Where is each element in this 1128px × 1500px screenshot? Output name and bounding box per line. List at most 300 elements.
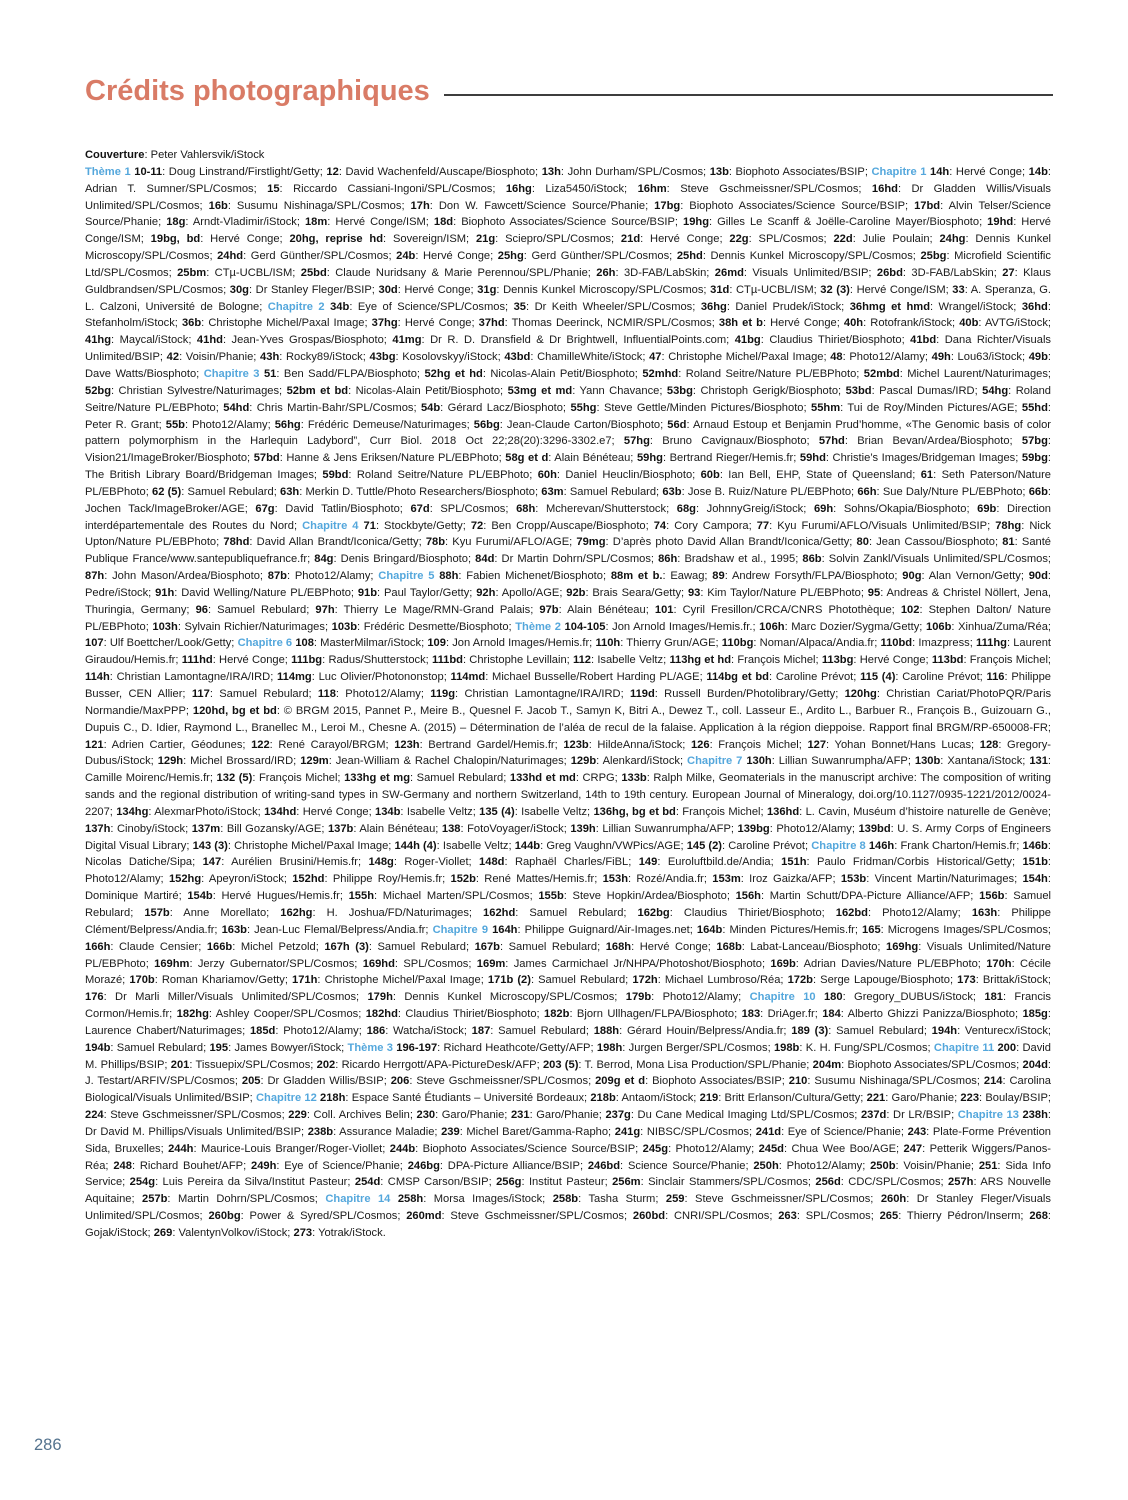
credit-ref: 25hg: [497, 250, 524, 263]
credit-ref: 16b: [208, 199, 228, 212]
credit-ref: 248: [113, 1159, 132, 1172]
credit-ref: 90g: [902, 570, 922, 583]
credit-ref: 246bd: [587, 1159, 621, 1172]
credit-ref: 25bg: [920, 250, 947, 263]
credit-ref: 273: [293, 1227, 313, 1239]
credit-ref: 115 (4): [860, 671, 896, 684]
credit-ref: 78b: [425, 536, 446, 549]
credit-ref: 18m: [304, 216, 328, 229]
credit-ref: 169hg: [886, 940, 919, 953]
credit-ref: 43h: [260, 351, 280, 364]
credit-ref: 35: [513, 300, 527, 313]
credit-ref: 129b: [570, 755, 597, 768]
credit-ref: 101: [654, 603, 674, 616]
credit-ref: 59hd: [799, 452, 826, 465]
credit-ref: 120hg: [844, 688, 877, 700]
credit-ref: 114h: [85, 671, 110, 684]
credit-ref: 182hg: [176, 1008, 209, 1021]
credit-ref: 17bd: [914, 199, 941, 212]
credit-ref: 198h: [596, 1041, 623, 1054]
section-label: Chapitre 11: [933, 1041, 995, 1054]
credit-ref: 200: [997, 1041, 1017, 1054]
credit-ref: 52mbd: [863, 367, 900, 380]
credit-ref: 120hd, bg et bd: [192, 704, 277, 717]
credit-ref: 88h: [439, 570, 459, 583]
credit-ref: 111bg: [291, 654, 323, 667]
credit-ref: 52bm et bd: [286, 384, 349, 397]
credit-ref: 131: [1029, 755, 1048, 768]
credit-ref: 92b: [566, 586, 586, 599]
credit-ref: 169hm: [154, 957, 190, 970]
credit-ref: 196-197: [396, 1041, 438, 1054]
credit-ref: 41hd: [196, 334, 223, 347]
credit-ref: 135 (4): [479, 805, 515, 818]
credit-ref: 79mg: [576, 536, 606, 549]
credit-ref: 251: [978, 1159, 998, 1172]
credit-ref: 254d: [354, 1176, 381, 1189]
section-label: Chapitre 1: [871, 165, 927, 178]
credit-ref: 153b: [840, 873, 867, 886]
credit-ref: 203 (5): [542, 1058, 579, 1071]
credit-ref: 114md: [450, 671, 486, 684]
section-label: Chapitre 10: [749, 991, 816, 1004]
credit-ref: 84d: [475, 553, 495, 566]
credit-ref: 58g et d: [505, 452, 549, 465]
credit-ref: 238h: [1022, 1109, 1048, 1122]
credit-ref: 134hd: [264, 805, 297, 818]
credit-ref: 112: [573, 654, 591, 667]
credit-ref: 24hg: [939, 233, 966, 246]
credit-ref: 155h: [348, 890, 375, 903]
credit-ref: 97h: [315, 603, 335, 616]
credit-ref: 168b: [716, 940, 742, 953]
credit-ref: 21d: [620, 233, 641, 246]
credit-ref: 169hd: [362, 957, 395, 970]
credit-ref: 171b (2): [487, 974, 531, 987]
credit-ref: 96: [195, 603, 209, 616]
credit-ref: 12: [326, 165, 339, 178]
credit-ref: 49b: [1028, 351, 1048, 364]
credit-ref: 106h: [759, 620, 785, 633]
credit-ref: 17bg: [654, 199, 681, 212]
credit-ref: 86b: [802, 553, 822, 566]
credit-ref: 202: [316, 1058, 336, 1071]
section-label: Chapitre 3: [203, 367, 260, 380]
credit-ref: 244b: [389, 1142, 416, 1155]
credit-ref: 162bd: [835, 906, 868, 919]
credit-ref: 16hg: [505, 182, 532, 195]
credit-ref: 137m: [191, 822, 221, 835]
credit-ref: 30d: [378, 283, 398, 296]
credit-ref: 133hg et mg: [344, 772, 411, 785]
credit-ref: 36b: [181, 317, 202, 330]
cover-label: Couverture: [85, 149, 145, 161]
credit-ref: 95: [867, 586, 881, 599]
credit-ref: 156h: [735, 890, 761, 903]
page-number: 286: [34, 1436, 62, 1454]
credit-ref: 162bg: [637, 906, 670, 919]
credit-ref: 42: [166, 351, 180, 364]
credit-ref: 209g et d: [595, 1075, 646, 1088]
section-label: Chapitre 12: [255, 1092, 317, 1105]
credit-ref: 185g: [1022, 1008, 1048, 1021]
credit-ref: 103b: [331, 620, 358, 633]
credit-ref: 256d: [815, 1176, 841, 1189]
credit-ref: 182b: [544, 1008, 570, 1021]
credit-ref: 139bg: [737, 822, 770, 835]
credit-ref: 260h: [880, 1193, 907, 1206]
credit-ref: 179b: [625, 991, 652, 1004]
credit-ref: 149: [638, 856, 658, 869]
section-label: Thème 1: [85, 165, 131, 178]
credit-ref: 77: [756, 519, 770, 532]
credit-ref: 97b: [539, 603, 559, 616]
credit-ref: 246bg: [407, 1159, 440, 1172]
credit-ref: 53bd: [845, 384, 872, 397]
credit-ref: 249h: [251, 1159, 277, 1172]
cover-separator: :: [144, 149, 151, 161]
credit-ref: 187: [471, 1024, 491, 1037]
credit-ref: 168h: [605, 940, 632, 953]
section-label: Thème 3: [347, 1041, 393, 1054]
credit-ref: 245g: [642, 1142, 669, 1155]
credit-ref: 164b: [696, 923, 723, 936]
credit-ref: 214: [983, 1075, 1003, 1088]
credit-ref: 163b: [221, 923, 247, 936]
credit-ref: 55hd: [1021, 401, 1048, 414]
credit-ref: 170h: [986, 957, 1012, 970]
credit-ref: 138: [441, 822, 461, 835]
credit-ref: 237g: [605, 1109, 631, 1122]
credit-ref: 88m et b.: [610, 570, 663, 583]
credit-ref: 10-11: [134, 165, 163, 178]
credit-ref: 67g: [255, 502, 275, 515]
credit-ref: 146h: [868, 839, 895, 852]
credit-ref: 53bg: [666, 384, 693, 397]
credit-ref: 78hg: [995, 519, 1022, 532]
credit-ref: 18d: [433, 216, 454, 229]
credit-ref: 170b: [129, 974, 155, 987]
credit-ref: 91b: [357, 586, 378, 599]
credit-ref: 260md: [406, 1210, 442, 1223]
credit-ref: 87h: [85, 570, 105, 583]
credit-ref: 62 (5): [152, 485, 182, 498]
credit-ref: 47: [649, 351, 662, 364]
credit-ref: 71: [363, 519, 376, 532]
credit-ref: 43bg: [369, 351, 396, 364]
credit-ref: 260bg: [208, 1210, 241, 1223]
credit-ref: 111hd: [181, 654, 213, 667]
credit-ref: 26bd: [876, 266, 903, 279]
credit-ref: 169m: [476, 957, 506, 970]
credit-ref: 194b: [85, 1041, 111, 1054]
credit-ref: 67d: [410, 502, 430, 515]
section-label: Thème 2: [515, 620, 561, 633]
credit-ref: 110bd: [880, 637, 913, 650]
credit-ref: 198b: [773, 1041, 800, 1054]
section-label: Chapitre 8: [811, 839, 866, 852]
credit-ref: 176: [85, 991, 104, 1004]
credit-ref: 54b: [420, 401, 441, 414]
credit-ref: 36hd: [1021, 300, 1048, 313]
credit-ref: 89: [712, 570, 725, 583]
credit-ref: 34b: [330, 300, 350, 313]
credit-ref: 134hg: [116, 805, 149, 818]
credit-ref: 22d: [833, 233, 853, 246]
credit-ref: 54hg: [982, 384, 1009, 397]
credit-ref: 119g: [430, 688, 456, 700]
credit-ref: 172h: [632, 974, 658, 987]
credit-ref: 129h: [157, 755, 184, 768]
credit-ref: 145 (2): [686, 839, 723, 852]
credit-ref: 130b: [914, 755, 941, 768]
credit-ref: 18g: [166, 216, 186, 229]
credit-ref: 147: [202, 856, 222, 869]
credit-ref: 148d: [479, 856, 505, 869]
credit-ref: 111bd: [432, 654, 463, 667]
credit-ref: 72: [470, 519, 484, 532]
credit-ref: 31d: [710, 283, 730, 296]
credit-ref: 90d: [1028, 570, 1048, 583]
credit-ref: 162hg: [280, 906, 313, 919]
page-header: [85, 76, 1053, 108]
credit-ref: 63h: [280, 485, 300, 498]
section-label: Chapitre 13: [957, 1109, 1019, 1122]
credit-ref: 206: [390, 1075, 410, 1088]
credit-ref: 59bd: [322, 469, 349, 482]
credit-ref: 189 (3): [791, 1024, 829, 1037]
credit-ref: 265: [879, 1210, 899, 1223]
credit-ref: 66h: [857, 485, 877, 498]
credit-ref: 166h: [85, 940, 111, 953]
credit-ref: 25hd: [676, 250, 703, 263]
credit-ref: 52bg: [85, 384, 112, 397]
credit-ref: 134b: [375, 805, 401, 818]
credit-ref: 258h: [397, 1193, 424, 1206]
credit-ref: 139h: [570, 822, 596, 835]
credit-ref: 269: [153, 1227, 173, 1239]
credit-ref: 16hm: [637, 182, 667, 195]
credit-ref: 153h: [602, 873, 629, 886]
credit-ref: 60h: [537, 469, 557, 482]
credits-paragraph: Thème 1 10-11: Doug Linstrand/Firstlight/Getty; 12: David Wachenfeld/Auscape/Biosphoto; 13h: John Durham/SPL/Cosmos; 13b: Biophoto Associates/BSIP; Chapitre 1 14h: Hervé Conge; 14b: Adrian T. Sumner/SPL/Cosmos; 15: Riccardo Cassiani-Ingoni/SPL/Cosmos; 16hg: Liza5450/iStock; 16hm: Steve Gschmeissner/SPL/Cosmos; 16hd: Dr Gladden Willis/Visuals Unlimited/SPL/Cosmos; 16b: Susumu Nishinaga/SPL/Cosmos; 17h: Don W. Fawcett/Science Source/Phanie; 17bg: Biophoto Associates/Science Source/BSIP; 17bd: Alvin Telser/Science Source/Phanie; 18g: Arndt-Vladimir/iStock; 18m: Hervé Conge/ISM; 18d: Biophoto Associates/Science Source/BSIP; 19hg: Gilles Le Scanff & Joëlle-Caroline Mayer/Biosphoto; 19hd: Hervé Conge/ISM; 19bg, bd: Hervé Conge; 20hg, reprise hd: Sovereign/ISM; 21g: Sciepro/SPL/Cosmos; 21d: Hervé Conge; 22g: SPL/Cosmos; 22d: Julie Poulain; 24hg: Dennis Kunkel Microscopy/SPL/Cosmos; 24hd: Gerd Günther/SPL/Cosmos; 24b: Hervé Conge; 25hg: Gerd Günther/SPL/Cosmos; 25hd: Dennis Kunkel Microscopy/SPL/Cosmos; 25bg: Microfield Scientific Ltd/SPL/Cosmos; 25bm: CTµ-UCBL/ISM; 25bd: Claude Nuridsany & Marie Perennou/SPL/Phanie; 26h: 3D-FAB/LabSkin; 26md: Visuals Unlimited/BSIP; 26bd: 3D-FAB/LabSkin; 27: Klaus Guldbrandsen/SPL/Cosmos; 30g: Dr Stanley Fleger/BSIP; 30d: Hervé Conge; 31g: Dennis Kunkel Microscopy/SPL/Cosmos; 31d: CTµ-UCBL/ISM; 32 (3): Hervé Conge/ISM; 33: A. Speranza, G. L. Calzoni, Université de Bologne; Chapitre 2 34b: Eye of Science/SPL/Cosmos; 35: Dr Keith Wheeler/SPL/Cosmos; 36hg: Daniel Prudek/iStock; 36hmg et hmd: Wrangel/iStock; 36hd: Stefanholm/iStock; 36b: Christophe Michel/Paxal Image; 37hg: Hervé Conge; 37hd: Thomas Deerinck, NCMIR/SPL/Cosmos; 38h et b: Hervé Conge; 40h: Rotofrank/iStock; 40b: AVTG/iStock; 41hg: Maycal/iStock; 41hd: Jean-Yves Grospas/Biosphoto; 41mg: Dr R. D. Dransfield & Dr Brightwell, InfluentialPoints.com; 41bg: Claudius Thiriet/Biosphoto; 41bd: Dana Richter/Visuals Unlimited/BSIP; 42: Voisin/Phanie; 43h: Rocky89/iStock; 43bg: Kosolovskyy/iStock; 43bd: ChamilleWhite/iStock; 47: Christophe Michel/Paxal Image; 48: Photo12/Alamy; 49h: Lou63/iStock; 49b: Dave Watts/Biosphoto; Chapitre 3 51: Ben Sadd/FLPA/Biosphoto; 52hg et hd: Nicolas-Alain Petit/Biosphoto; 52mhd: Roland Seitre/Nature PL/EBPhoto; 52mbd: Michel Laurent/Naturimages; 52bg: Christian Sylvestre/Naturimages; 52bm et bd: Nicolas-Alain Petit/Biosphoto; 53mg et md: Yann Chavance; 53bg: Christoph Gerigk/Biosphoto; 53bd: Pascal Dumas/IRD; 54hg: Roland Seitre/Nature PL/EBPhoto; 54hd: Chris Martin-Bahr/SPL/Cosmos; 54b: Gérard Lacz/Biosphoto; 55hg: Steve Gettle/Minden Pictures/Biosphoto; 55hm: Tui de Roy/Minden Pictures/AGE; 55hd: Peter R. Grant; 55b: Photo12/Alamy; 56hg: Frédéric Demeuse/Naturimages; 56bg: Jean-Claude Carton/Biosphoto; 56d: Arnaud Estoup et Benjamin Prud’homme, «The Genomic basis of color pattern polymorphism in the Harlequin Ladybord”, Curr Biol. 2018 Oct 22;28(20):3296-3302.e7; 57hg: Bruno Cavignaux/Biosphoto; 57hd: Brian Bevan/Ardea/Biosphoto; 57bg: Vision21/ImageBroker/Biosphoto; 57bd: Hanne & Jens Eriksen/Nature PL/EBPhoto; 58g et d: Alain Bénéteau; 59hg: Bertrand Rieger/Hemis.fr; 59hd: Christie’s Images/Bridgeman Images; 59bg: The British Library Board/Bridgeman Images; 59bd: Roland Seitre/Nature PL/EBPhoto; 60h: Daniel Heuclin/Biosphoto; 60b: Ian Bell, EHP, State of Queensland; 61: Seth Paterson/Nature PL/EBPhoto; 62 (5): Samuel Rebulard; 63h: Merkin D. Tuttle/Photo Researchers/Biosphoto; 63m: Samuel Rebulard; 63b: Jose B. Ruiz/Nature PL/EBPhoto; 66h: Sue Daly/Nture PL/EBPhoto; 66b: Jochen Tack/ImageBroker/AGE; 67g: David Tatlin/Biosphoto; 67d: SPL/Cosmos; 68h: Mcherevan/Shutterstock; 68g: JohnnyGreig/iStock; 69h: Sohns/Okapia/Biosphoto; 69b: Direction interdépartementale des Routes du Nord; Chapitre 4 71: Stockbyte/Getty; 72: Ben Cropp/Auscape/Biosphoto; 74: Cory Campora; 77: Kyu Furumi/AFLO/Visuals Unlimited/BSIP; 78hg: Nick Upton/Nature PL/EBPhoto; 78hd: David Allan Brandt/Iconica/Getty; 78b: Kyu Furumi/AFLO/AGE; 79mg: D’après photo David Allan Brandt/Iconica/Getty; 80: Jean Cassou/Biosphoto; 81: Santé Publique France/www.santepubliquefrance.fr; 84g: Denis Bringard/Biosphoto; 84d: Dr Martin Dohrn/SPL/Cosmos; 86h: Bradshaw et al., 1995; 86b: Solvin Zankl/Visuals Unlimited/SPL/Cosmos; 87h: John Mason/Ardea/Biosphoto; 87b: Photo12/Alamy; Chapitre 5 88h: Fabien Michenet/Biosphoto; 88m et b.: Eawag; 89: Andrew Forsyth/FLPA/Biosphoto; 90g: Alan Vernon/Getty; 90d: Pedre/iStock; 91h: David Welling/Nature PL/EBPhoto; 91b: Paul Taylor/Getty; 92h: Apollo/AGE; 92b: Brais Seara/Getty; 93: Kim Taylor/Nature PL/EBPhoto; 95: Andreas & Christel Nöllert, Jena, Thuringia, Germany; 96: Samuel Rebulard; 97h: Thierry Le Mage/RMN-Grand Palais; 97b: Alain Bénéteau; 101: Cyril Fresillon/CRCA/CNRS Photothèque; 102: Stephen Dalton/ Nature PL/EBPhoto; 103h: Sylvain Richier/Naturimages; 103b: Frédéric Desmette/Biosphoto; Thème 2 104-105: Jon Arnold Images/Hemis.fr.; 106h: Marc Dozier/Sygma/Getty; 106b: Xinhua/Zuma/Réa; 107: Ulf Boettcher/Look/Getty; Chapitre 6 108: MasterMilmar/iStock; 109: Jon Arnold Images/Hemis.fr; 110h: Thierry Grun/AGE; 110bg: Noman/Alpaca/Andia.fr; 110bd: Imazpress; 111hg: Laurent Giraudou/Hemis.fr; 111hd: Hervé Conge; 111bg: Radus/Shutterstock; 111bd: Christophe Levillain; 112: Isabelle Veltz; 113hg et hd: François Michel; 113bg: Hervé Conge; 113bd: François Michel; 114h: Christian Lamontagne/IRA/IRD; 114mg: Luc Olivier/Photononstop; 114md: Michael Busselle/Robert Harding PL/AGE; 114bg et bd: Caroline Prévot; 115 (4): Caroline Prévot; 116: Philippe Busser, CEN Allier; 117: Samuel Rebulard; 118: Photo12/Alamy; 119g: Christian Lamontagne/IRA/IRD; 119d: Russell Burden/Photolibrary/Getty; 120hg: Christian Cariat/PhotoPQR/Paris Normandie/MaxPPP; 120hd, bg et bd: © BRGM 2015, Pannet P., Meire B., Quesnel F. Jacob T., Samyn K, Bitri A., Dewez T., coll. Lasseur E., Ardito L., Barbuer R., François B., Guizouarn G., Dupuis C., D. Idier, Raymond L., Branellec M., Leroi M., Chesne A. (2015) – Détermination de l’aléa de recul de la falaise. Application à la région dieppoise. Rapport final BRGM/RP-650008-FR; 121: Adrien Cartier, Géodunes; 122: René Carayol/BRGM; 123h: Bertrand Gardel/Hemis.fr; 123b: HildeAnna/iStock; 126: François Michel; 127: Yohan Bonnet/Hans Lucas; 128: Gregory-Dubus/iStock; 129h: Michel Brossard/IRD; 129m: Jean-William & Rachel Chalopin/Naturimages; 129b: Alenkard/iStock; Chapitre 7 130h: Lillian Suwanrumpha/AFP; 130b: Xantana/iStock; 131: Camille Moirenc/Hemis.fr; 132 (5): François Michel; 133hg et mg: Samuel Rebulard; 133hd et md: CRPG; 133b: Ralph Milke, Geomaterials in the manuscript archive: The composition of writing sands and the regional distribution of writing-sand types in SW-Germany and northern Switzerland, 14th to 19th century. European Journal of Mineralogy, doi.org/10.1127/0935-1221/2012/0024-2207; 134hg: AlexmarPhoto/iStock; 134hd: Hervé Conge; 134b: Isabelle Veltz; 135 (4): Isabelle Veltz; 136hg, bg et bd: François Michel; 136hd: L. Cavin, Muséum d’histoire naturelle de Genève; 137h: Cinoby/iStock; 137m: Bill Gozansky/AGE; 137b: Alain Bénéteau; 138: FotoVoyager/iStock; 139h: Lillian Suwanrumpha/AFP; 139bg: Photo12/Alamy; 139bd: U. S. Army Corps of Engineers Digital Visual Library; 143 (3): Christophe Michel/Paxal Image; 144h (4): Isabelle Veltz; 144b: Greg Vaughn/VWPics/AGE; 145 (2): Caroline Prévot; Chapitre 8 146h: Frank Charton/Hemis.fr; 146b: Nicolas Datiche/Sipa; 147: Aurélien Brusini/Hemis.fr; 148g: Roger-Viollet; 148d: Raphaël Charles/FiBL; 149: Euroluftbild.de/Andia; 151h: Paulo Fridman/Corbis Historical/Getty; 151b: Photo12/Alamy; 152hg: Apeyron/iStock; 152hd: Philippe Roy/Hemis.fr; 152b: René Mattes/Hemis.fr; 153h: Rozé/Andia.fr; 153m: Iroz Gaizka/AFP; 153b: Vincent Martin/Naturimages; 154h: Dominique Martiré; 154b: Hervé Hugues/Hemis.fr; 155h: Michael Marten/SPL/Cosmos; 155b: Steve Hopkin/Ardea/Biosphoto; 156h: Martin Schutt/DPA-Picture Alliance/AFP; 156b: Samuel Rebulard; 157b: Anne Morellato; 162hg: H. Joshua/FD/Naturimages; 162hd: Samuel Rebulard; 162bg: Claudius Thiriet/Biosphoto; 162bd: Photo12/Alamy; 163h: Philippe Clément/Belpress/Andia.fr; 163b: Jean-Luc Flemal/Belpress/Andia.fr; Chapitre 9 164h: Philippe Guignard/Air-Images.net; 164b: Minden Pictures/Hemis.fr; 165: Microgens Images/SPL/Cosmos; 166h: Claude Censier; 166b: Michel Petzold; 167h (3): Samuel Rebulard; 167b: Samuel Rebulard; 168h: Hervé Conge; 168b: Labat-Lanceau/Biosphoto; 169hg: Visuals Unlimited/Nature PL/EBPhoto; 169hm: Jerzy Gubernator/SPL/Cosmos; 169hd: SPL/Cosmos; 169m: James Carmichael Jr/NHPA/Photoshot/Biosphoto; 169b: Adrian Davies/Nature PL/EBPhoto; 170h: Cécile Morazé; 170b: Roman Khariamov/Getty; 171h: Christophe Michel/Paxal Image; 171b (2): Samuel Rebulard; 172h: Michael Lumbroso/Réa; 172b: Serge Lapouge/Biosphoto; 173: Brittak/iStock; 176: Dr Marli Miller/Visuals Unlimited/SPL/Cosmos; 179h: Dennis Kunkel Microscopy/SPL/Cosmos; 179b: Photo12/Alamy; Chapitre 10 180: Gregory_DUBUS/iStock; 181: Francis Cormon/Hemis.fr; 182hg: Ashley Cooper/SPL/Cosmos; 182hd: Claudius Thiriet/Biosphoto; 182b: Bjorn Ullhagen/FLPA/Biosphoto; 183: DriAger.fr; 184: Alberto Ghizzi Panizza/Biosphoto; 185g: Laurence Chabert/Naturimages; 185d: Photo12/Alamy; 186: Watcha/iStock; 187: Samuel Rebulard; 188h: Gérard Houin/Belpress/Andia.fr; 189 (3): Samuel Rebulard; 194h: Venturecx/iStock; 194b: Samuel Rebulard; 195: James Bowyer/iStock; Thème 3 196-197: Richard Heathcote/Getty/AFP; 198h: Jurgen Berger/SPL/Cosmos; 198b: K. H. Fung/SPL/Cosmos; Chapitre 11 200: David M. Phillips/BSIP; 201: Tissuepix/SPL/Cosmos; 202: Ricardo Herrgott/APA-PictureDesk/AFP; 203 (5): T. Berrod, Mona Lisa Production/SPL/Phanie; 204m: Biophoto Associates/SPL/Cosmos; 204d: J. Testart/ARFIV/SPL/Cosmos; 205: Dr Gladden Willis/BSIP; 206: Steve Gschmeissner/SPL/Cosmos; 209g et d: Biophoto Associates/BSIP; 210: Susumu Nishinaga/SPL/Cosmos; 214: Carolina Biological/Visuals Unlimited/BSIP; Chapitre 12 218h: Espace Santé Étudiants – Université Bordeaux; 218b: Antaom/iStock; 219: Britt Erlanson/Cultura/Getty; 221: Garo/Phanie; 223: Boulay/BSIP; 224: Steve Gschmeissner/SPL/Cosmos; 229: Coll. Archives Belin; 230: Garo/Phanie; 231: Garo/Phanie; 237g: Du Cane Medical Imaging Ltd/SPL/Cosmos; 237d: Dr LR/BSIP; Chapitre 13 238h: Dr David M. Phillips/Visuals Unlimited/BSIP; 238b: Assurance Maladie; 239: Michel Baret/Gamma-Rapho; 241g: NIBSC/SPL/Cosmos; 241d: Eye of Science/Phanie; 243: Plate-Forme Prévention Sida, Bruxelles; 244h: Maurice-Louis Branger/Roger-Viollet; 244b: Biophoto Associates/Science Source/BSIP; 245g: Photo12/Alamy; 245d: Chua Wee Boo/AGE; 247: Petterik Wiggers/Panos-Réa; 248: Richard Bouhet/AFP; 249h: Eye of Science/Phanie; 246bg: DPA-Picture Alliance/BSIP; 246bd: Science Source/Phanie; 250h: Photo12/Alamy; 250b: Voisin/Phanie; 251: Sida Info Service; 254g: Luis Pereira da Silva/Institut Pasteur; 254d: CMSP Carson/BSIP; 256g: Institut Pasteur; 256m: Sinclair Stammers/SPL/Cosmos; 256d: CDC/SPL/Cosmos; 257h: ARS Nouvelle Aquitaine; 257b: Martin Dohrn/SPL/Cosmos; Chapitre 14 258h: Morsa Images/iStock; 258b: Tasha Sturm; 259: Steve Gschmeissner/SPL/Cosmos; 260h: Dr Stanley Fleger/Visuals Unlimited/SPL/Cosmos; 260bg: Power & Syred/SPL/Cosmos; 260md: Steve Gschmeissner/SPL/Cosmos; 260bd: CNRI/SPL/Cosmos; 263: SPL/Cosmos; 265: Thierry Pédron/Inserm; 268: Gojak/iStock; 269: ValentynVolkov/iStock; 273: Yotrak/iStock.: [85, 165, 1052, 1239]
credit-ref: 60b: [700, 469, 720, 482]
credit-ref: 68h: [516, 502, 536, 515]
credit-ref: 63m: [541, 485, 564, 498]
credit-ref: 167h (3): [324, 940, 369, 953]
credit-ref: 57hd: [818, 435, 845, 448]
credit-ref: 36hg: [700, 300, 727, 313]
cover-credit: [85, 147, 1051, 164]
credit-ref: 122: [251, 738, 270, 751]
credit-ref: 55hg: [570, 401, 597, 414]
credit-ref: 109: [427, 637, 446, 650]
credit-ref: 257h: [948, 1176, 974, 1189]
credit-ref: 152hg: [168, 873, 202, 886]
credit-ref: 69h: [813, 502, 834, 515]
credit-ref: 40b: [959, 317, 979, 330]
credit-ref: 81: [1002, 536, 1015, 549]
credit-ref: 123h: [394, 738, 420, 751]
section-label: Chapitre 14: [325, 1193, 391, 1206]
credit-ref: 43bd: [504, 351, 531, 364]
credit-ref: 250b: [870, 1159, 896, 1172]
credit-ref: 37hd: [478, 317, 505, 330]
credit-ref: 183: [741, 1008, 761, 1021]
credit-ref: 87b: [267, 570, 287, 583]
credit-ref: 49h: [931, 351, 951, 364]
credits-content: [85, 147, 1051, 1242]
credit-ref: 151b: [1022, 856, 1048, 869]
credit-ref: 21g: [475, 233, 496, 246]
credit-ref: 117: [191, 688, 210, 700]
credit-ref: 258b: [552, 1193, 579, 1206]
credit-ref: 165: [862, 923, 881, 936]
credit-ref: 154b: [187, 890, 213, 903]
credit-ref: 24b: [396, 250, 416, 263]
credit-ref: 114mg: [277, 671, 312, 684]
credit-ref: 156b: [979, 890, 1005, 903]
credit-ref: 22g: [729, 233, 749, 246]
credit-ref: 184: [822, 1008, 841, 1021]
credit-ref: 169b: [770, 957, 796, 970]
credit-ref: 245d: [758, 1142, 784, 1155]
credit-ref: 123b: [563, 738, 589, 751]
credit-ref: 256m: [612, 1176, 641, 1189]
credit-ref: 223: [960, 1092, 980, 1105]
credit-ref: 171h: [292, 974, 318, 987]
credit-ref: 15: [267, 182, 280, 195]
credit-ref: 263: [778, 1210, 797, 1223]
credit-ref: 204d: [1022, 1058, 1048, 1071]
credit-ref: 239: [441, 1125, 460, 1138]
credit-ref: 19hg: [683, 216, 710, 229]
credit-ref: 52mhd: [642, 367, 679, 380]
cover-value: Peter Vahlersvik/iStock: [150, 149, 265, 161]
section-label: Chapitre 4: [302, 519, 359, 532]
credit-ref: 61: [920, 469, 934, 482]
credit-ref: 128: [979, 738, 999, 751]
section-label: Chapitre 9: [432, 923, 489, 936]
credit-ref: 54hd: [223, 401, 250, 414]
credit-ref: 221: [866, 1092, 886, 1105]
credit-ref: 126: [690, 738, 710, 751]
credit-ref: 144b: [514, 839, 541, 852]
credit-ref: 30g: [229, 283, 249, 296]
credit-ref: 137h: [85, 822, 111, 835]
credit-ref: 113bg: [821, 654, 854, 667]
credit-ref: 130h: [746, 755, 772, 768]
credit-ref: 38h et b: [718, 317, 763, 330]
credit-ref: 186: [366, 1024, 386, 1037]
credit-ref: 230: [416, 1109, 436, 1122]
credit-ref: 17h: [410, 199, 430, 212]
credit-ref: 132 (5): [216, 772, 253, 785]
credit-ref: 27: [1002, 266, 1015, 279]
credit-ref: 260bd: [632, 1210, 666, 1223]
credit-ref: 154h: [1022, 873, 1048, 886]
credit-ref: 57bg: [1021, 435, 1048, 448]
credit-ref: 181: [984, 991, 1003, 1004]
credit-ref: 210: [788, 1075, 808, 1088]
credit-ref: 151h: [781, 856, 807, 869]
credit-ref: 204m: [812, 1058, 842, 1071]
credit-ref: 80: [856, 536, 869, 549]
credit-ref: 13b: [709, 165, 729, 178]
credit-ref: 144h (4): [394, 839, 437, 852]
credit-ref: 224: [85, 1109, 104, 1122]
credit-ref: 110h: [595, 637, 621, 650]
credit-ref: 107: [85, 637, 104, 650]
credit-ref: 24hd: [217, 250, 244, 263]
credit-ref: 37hg: [371, 317, 398, 330]
credit-ref: 194h: [931, 1024, 958, 1037]
credit-ref: 114bg et bd: [706, 671, 769, 684]
credit-ref: 229: [288, 1109, 307, 1122]
credit-ref: 127: [807, 738, 827, 751]
credit-ref: 153m: [712, 873, 741, 886]
credit-ref: 218h: [320, 1092, 346, 1105]
credit-ref: 244h: [168, 1142, 194, 1155]
section-label: Chapitre 6: [237, 637, 293, 650]
credit-ref: 205: [241, 1075, 261, 1088]
credit-ref: 86h: [658, 553, 678, 566]
credit-ref: 256g: [496, 1176, 522, 1189]
credit-ref: 104-105: [564, 620, 606, 633]
credit-ref: 139bd: [858, 822, 891, 835]
credit-ref: 41bd: [910, 334, 937, 347]
section-label: Chapitre 7: [687, 755, 743, 768]
credit-ref: 53mg et md: [507, 384, 573, 397]
credit-ref: 26md: [714, 266, 744, 279]
credit-ref: 173: [957, 974, 976, 987]
credit-ref: 146b: [1022, 839, 1048, 852]
credit-ref: 180: [823, 991, 843, 1004]
credit-ref: 16hd: [871, 182, 898, 195]
section-label: Chapitre 5: [378, 570, 435, 583]
credit-ref: 243: [907, 1125, 927, 1138]
credit-ref: 19hd: [987, 216, 1014, 229]
credit-ref: 25bd: [300, 266, 327, 279]
credit-ref: 78hd: [223, 536, 250, 549]
credit-ref: 19bg, bd: [150, 233, 201, 246]
credit-ref: 163h: [971, 906, 998, 919]
credit-ref: 52hg et hd: [424, 367, 483, 380]
credit-ref: 179h: [367, 991, 393, 1004]
credit-ref: 167b: [474, 940, 500, 953]
credit-ref: 102: [900, 603, 920, 616]
credit-ref: 164h: [492, 923, 518, 936]
credit-ref: 108: [295, 637, 314, 650]
credit-ref: 137b: [327, 822, 354, 835]
credit-ref: 136hd: [766, 805, 800, 818]
credit-ref: 152b: [450, 873, 476, 886]
credit-ref: 155b: [538, 890, 564, 903]
credit-ref: 69b: [977, 502, 997, 515]
credit-ref: 157b: [144, 906, 170, 919]
credit-ref: 116: [986, 671, 1005, 684]
credit-ref: 57hg: [623, 435, 650, 448]
credit-ref: 59bg: [1021, 452, 1048, 465]
credit-ref: 40h: [843, 317, 864, 330]
credit-ref: 254g: [129, 1176, 156, 1189]
credit-ref: 133b: [621, 772, 647, 785]
credit-ref: 121: [85, 738, 104, 751]
credit-ref: 57bd: [253, 452, 280, 465]
credit-ref: 41hg: [85, 334, 112, 347]
credit-ref: 74: [653, 519, 667, 532]
credit-ref: 13h: [541, 165, 561, 178]
